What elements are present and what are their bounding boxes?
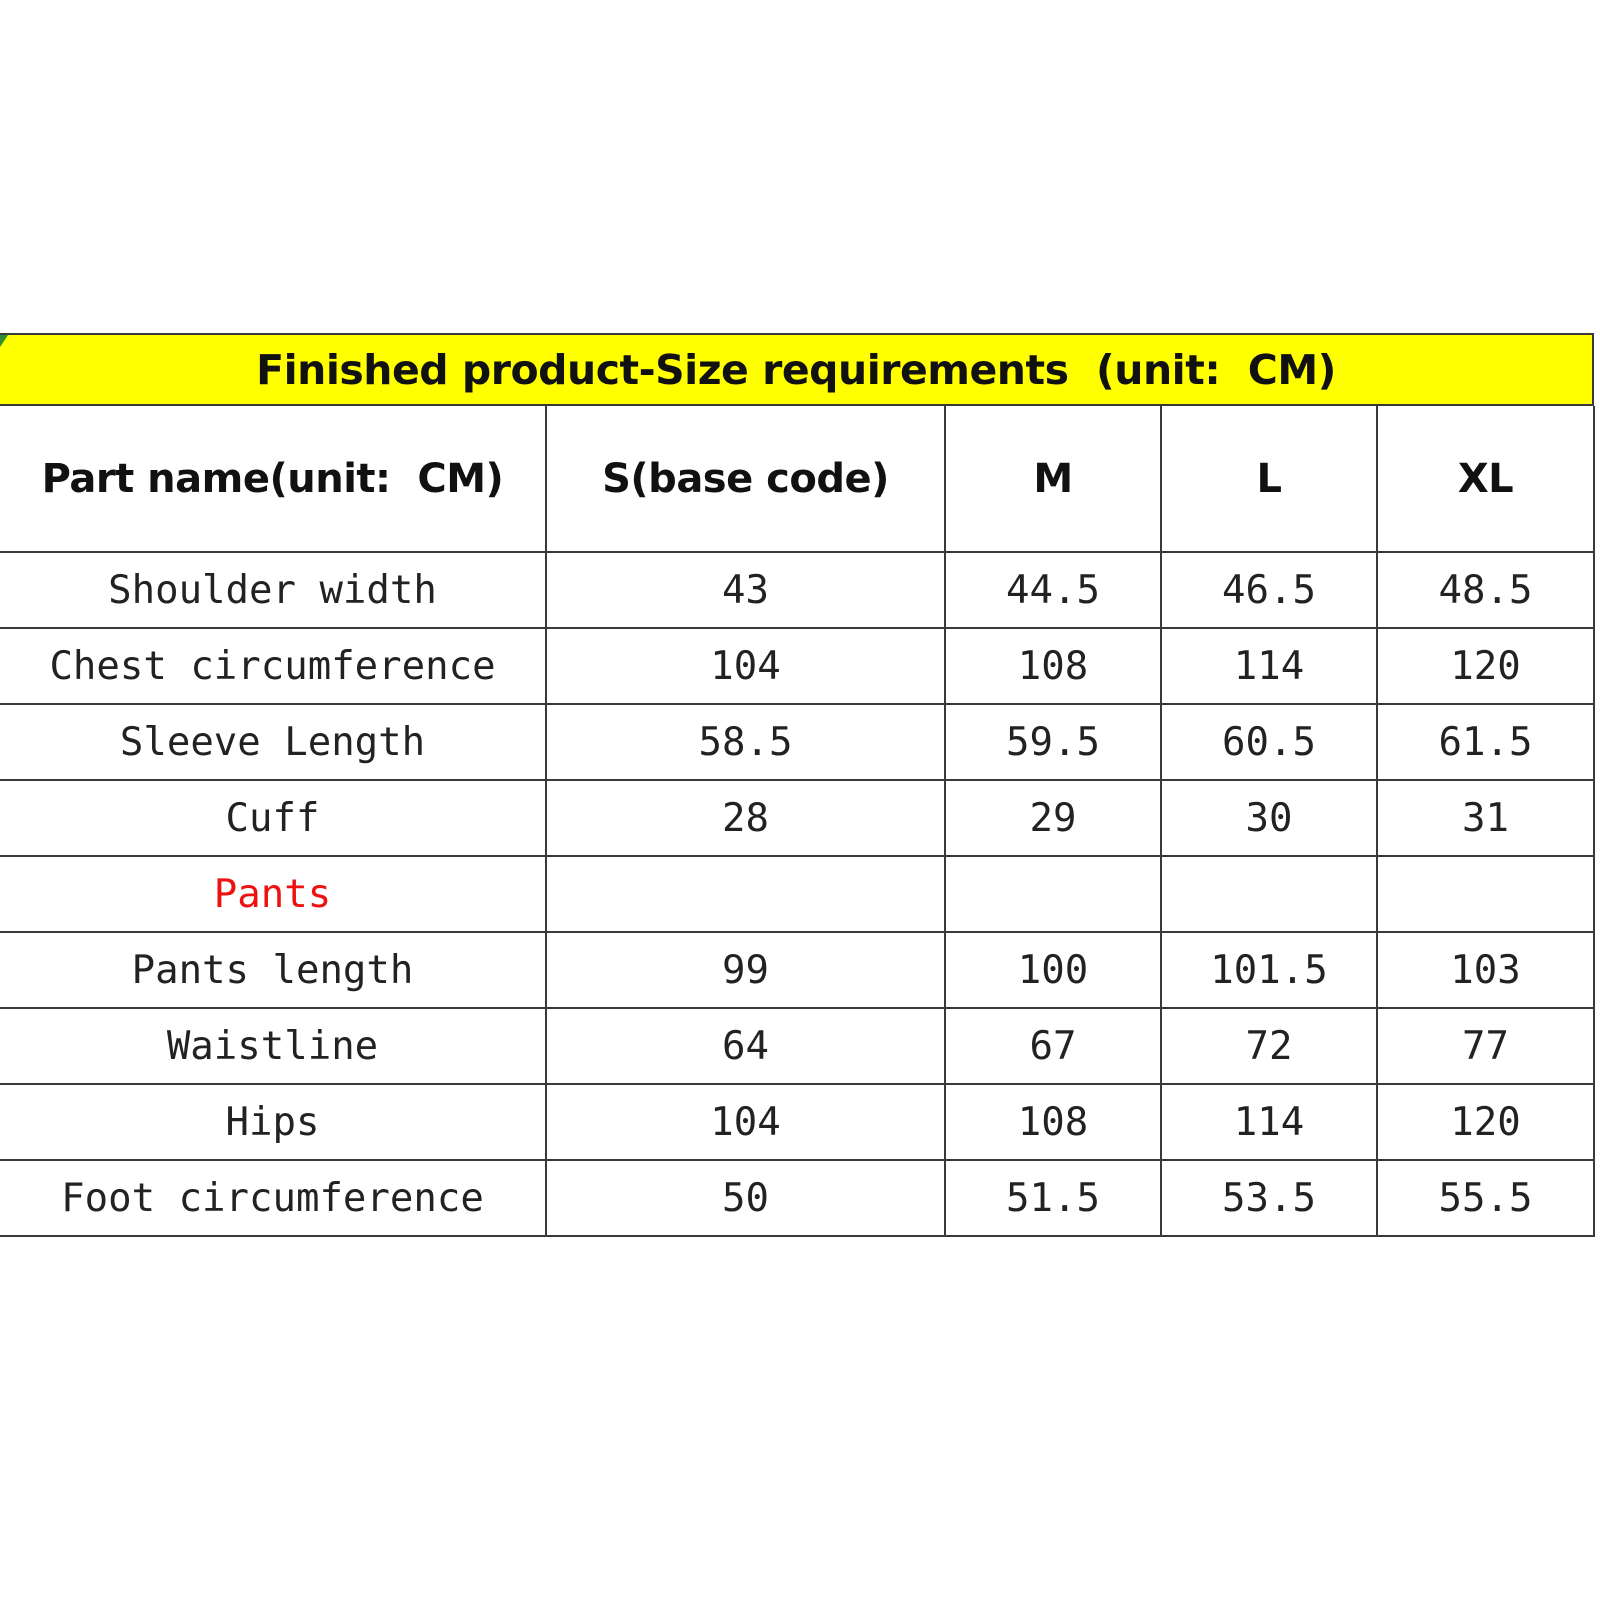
- table-cell: 101.5: [1161, 932, 1377, 1008]
- table-cell: 114: [1161, 1084, 1377, 1160]
- size-chart-title-bar: [0, 333, 1594, 406]
- table-row: [0, 1084, 1594, 1160]
- table-cell: 58.5: [546, 704, 945, 780]
- column-header-l: L: [1161, 406, 1377, 552]
- table-row: [0, 552, 1594, 628]
- row-label: Shoulder width: [0, 552, 546, 628]
- row-label: Cuff: [0, 780, 546, 856]
- table-cell: [1377, 856, 1594, 932]
- column-header-xl: XL: [1377, 406, 1594, 552]
- table-row: [0, 704, 1594, 780]
- table-cell: 114: [1161, 628, 1377, 704]
- table-cell: [945, 856, 1161, 932]
- column-header-part-name: Part name(unit: CM): [0, 406, 546, 552]
- table-row: [0, 780, 1594, 856]
- table-cell: 61.5: [1377, 704, 1594, 780]
- table-cell: 55.5: [1377, 1160, 1594, 1236]
- table-cell: 104: [546, 628, 945, 704]
- table-cell: 64: [546, 1008, 945, 1084]
- table-row: [0, 932, 1594, 1008]
- table-cell: 50: [546, 1160, 945, 1236]
- table-cell: [1161, 856, 1377, 932]
- size-chart-title: Finished product-Size requirements (unit: CM): [256, 345, 1336, 394]
- table-cell: 28: [546, 780, 945, 856]
- size-table: [0, 406, 1595, 1237]
- table-cell: 104: [546, 1084, 945, 1160]
- table-cell: 44.5: [945, 552, 1161, 628]
- section-label-pants: Pants: [0, 856, 546, 932]
- table-cell: [546, 856, 945, 932]
- table-cell: 77: [1377, 1008, 1594, 1084]
- table-row: [0, 1160, 1594, 1236]
- table-cell: 99: [546, 932, 945, 1008]
- table-cell: 120: [1377, 1084, 1594, 1160]
- row-label: Hips: [0, 1084, 546, 1160]
- cell-comment-marker: [0, 335, 8, 347]
- table-cell: 120: [1377, 628, 1594, 704]
- row-label: Foot circumference: [0, 1160, 546, 1236]
- table-cell: 46.5: [1161, 552, 1377, 628]
- table-cell: 29: [945, 780, 1161, 856]
- row-label: Waistline: [0, 1008, 546, 1084]
- table-cell: 53.5: [1161, 1160, 1377, 1236]
- table-row: [0, 628, 1594, 704]
- table-cell: 67: [945, 1008, 1161, 1084]
- table-cell: 103: [1377, 932, 1594, 1008]
- table-cell: 108: [945, 1084, 1161, 1160]
- section-row: [0, 856, 1594, 932]
- table-cell: 72: [1161, 1008, 1377, 1084]
- table-cell: 51.5: [945, 1160, 1161, 1236]
- table-cell: 31: [1377, 780, 1594, 856]
- column-header-s: S(base code): [546, 406, 945, 552]
- column-header-m: M: [945, 406, 1161, 552]
- table-cell: 48.5: [1377, 552, 1594, 628]
- table-row: [0, 1008, 1594, 1084]
- row-label: Pants length: [0, 932, 546, 1008]
- table-cell: 30: [1161, 780, 1377, 856]
- table-cell: 59.5: [945, 704, 1161, 780]
- size-chart: [0, 333, 1594, 1237]
- row-label: Chest circumference: [0, 628, 546, 704]
- table-cell: 43: [546, 552, 945, 628]
- row-label: Sleeve Length: [0, 704, 546, 780]
- table-cell: 100: [945, 932, 1161, 1008]
- table-cell: 60.5: [1161, 704, 1377, 780]
- header-row: [0, 406, 1594, 552]
- table-cell: 108: [945, 628, 1161, 704]
